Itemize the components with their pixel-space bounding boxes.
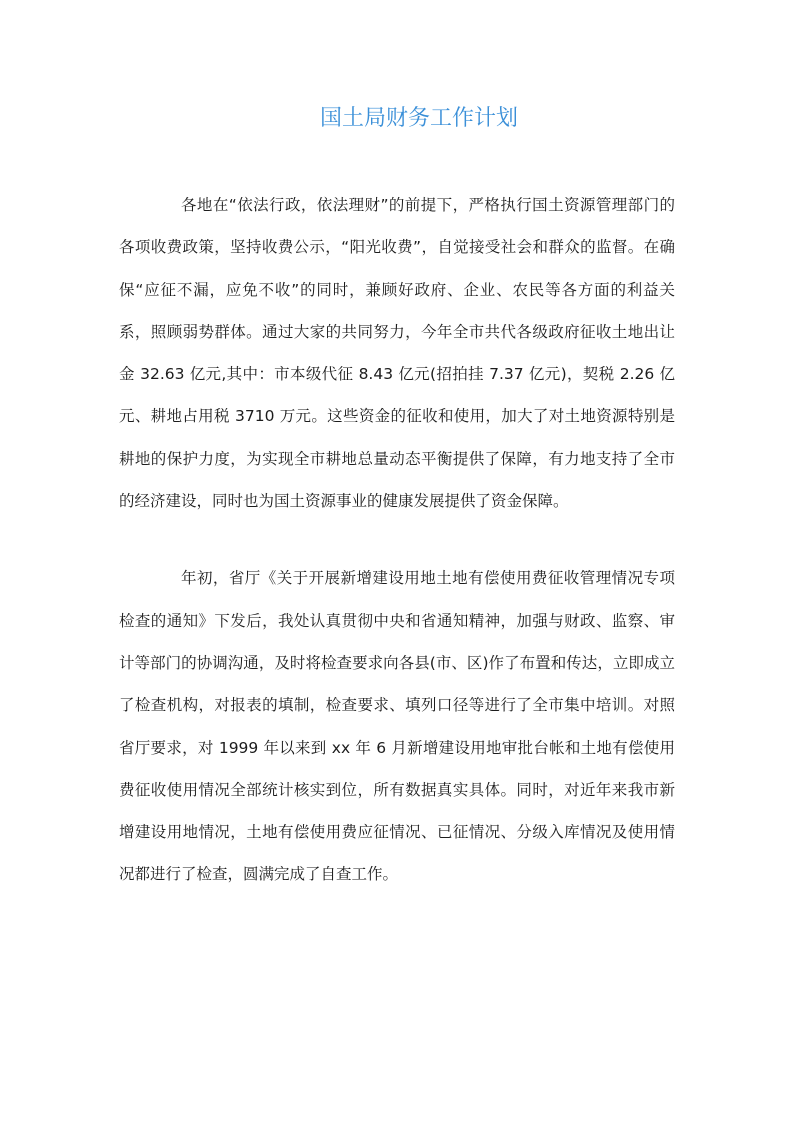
body-paragraph-2: 年初，省厅《关于开展新增建设用地土地有偿使用费征收管理情况专项检查的通知》下发后，我处认真贯彻中央和省通知精神，加强与财政、监察、审计等部门的协调沟通，及时将检查要求向各县(市、区)作了布置和传达，立即成立了检查机构，对报表的填制，检查要求、填列口径等进行了全市集中培训。对照省厅要求，对 1999 年以来到 xx 年 6 月新增建设用地审批台帐和土地有偿使用费征收使用情况全部统计核实到位，所有数据真实具体。同时，对近年来我市新增建设用地情况，土地有偿使用费应征情况、已征情况、分级入库情况及使用情况都进行了检查，圆满完成了自查工作。 — [119, 569, 675, 884]
body-paragraph-1: 各地在“依法行政，依法理财”的前提下，严格执行国土资源管理部门的各项收费政策，坚持收费公示，“阳光收费”，自觉接受社会和群众的监督。在确保“应征不漏，应免不收”的同时，兼顾好政府、企业、农民等各方面的利益关系，照顾弱势群体。通过大家的共同努力，今年全市共代各级政府征收土地出让金 32.63 亿元,其中：市本级代征 8.43 亿元(招拍挂 7.37 亿元)，契税 2.26 亿元、耕地占用税 3710 万元。这些资金的征收和使用，加大了对土地资源特别是耕地的保护力度，为实现全市耕地总量动态平衡提供了保障，有力地支持了全市的经济建设，同时也为国土资源事业的健康发展提供了资金保障。 — [119, 196, 675, 511]
document-body — [119, 184, 675, 896]
document-title: 国土局财务工作计划 — [319, 106, 518, 131]
